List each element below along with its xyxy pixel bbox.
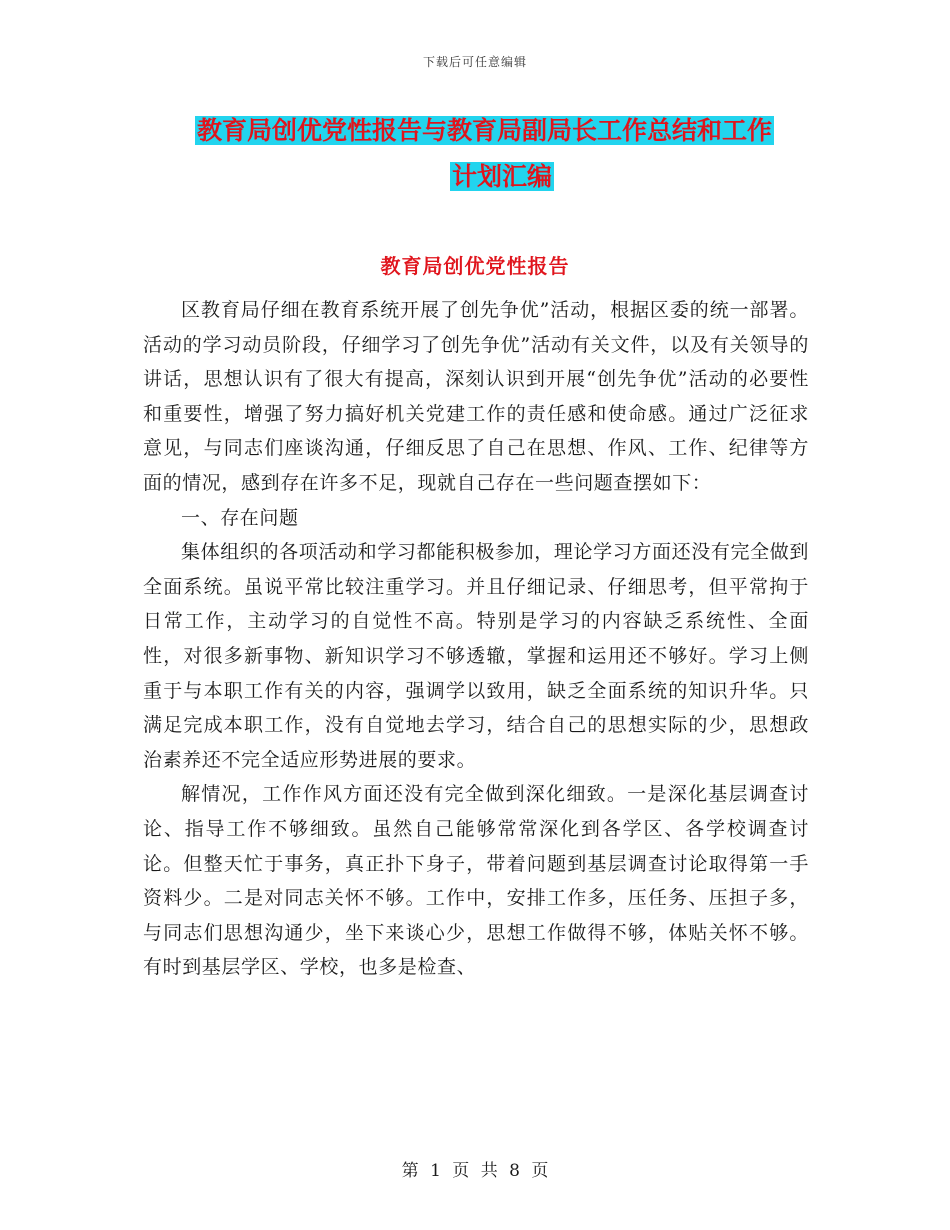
document-body bbox=[143, 293, 809, 985]
document-title bbox=[195, 108, 815, 200]
body-paragraph: 区教育局仔细在教育系统开展了创先争优”活动，根据区委的统一部署。活动的学习动员阶段，仔细学习了创先争优”活动有关文件，以及有关领导的讲话，思想认识有了很大有提高，深刻认识到开展“创先争优”活动的必要性和重要性，增强了努力搞好机关党建工作的责任感和使命感。通过广泛征求意见，与同志们座谈沟通，仔细反思了自己在思想、作风、工作、纪律等方面的情况，感到存在许多不足，现就自己存在一些问题查摆如下： bbox=[143, 299, 809, 494]
page-number-footer: 第 1 页 共 8 页 bbox=[401, 1161, 549, 1181]
document-title-line-1 bbox=[195, 108, 815, 154]
document-title-line-2 bbox=[195, 154, 815, 200]
body-paragraph: 集体组织的各项活动和学习都能积极参加，理论学习方面还没有完全做到全面系统。虽说平常比较注重学习。并且仔细记录、仔细思考，但平常拘于日常工作，主动学习的自觉性不高。特别是学习的内容缺乏系统性、全面性，对很多新事物、新知识学习不够透辙，掌握和运用还不够好。学习上侧重于与本职工作有关的内容，强调学以致用，缺乏全面系统的知识升华。只满足完成本职工作，没有自觉地去学习，结合自己的思想实际的少，思想政治素养还不完全适应形势进展的要求。 bbox=[143, 541, 809, 771]
document-title-line-2-text: 计划汇编 bbox=[452, 162, 553, 191]
document-title-line-1-text: 教育局创优党性报告与教育局副局长工作总结和工作 bbox=[197, 116, 773, 145]
body-paragraph: 一、存在问题 bbox=[181, 506, 299, 529]
section-heading: 教育局创优党性报告 bbox=[380, 254, 570, 278]
page-header-note: 下载后可任意编辑 bbox=[422, 55, 527, 69]
body-paragraph: 解情况，工作作风方面还没有完全做到深化细致。一是深化基层调查讨论、指导工作不够细致。虽然自己能够常常深化到各学区、各学校调查讨论。但整天忙于事务，真正扑下身子，带着问题到基层调查讨论取得第一手资料少。二是对同志关怀不够。工作中，安排工作多，压任务、压担子多，与同志们思想沟通少，坐下来谈心少，思想工作做得不够，体贴关怀不够。有时到基层学区、学校，也多是检查、 bbox=[143, 783, 809, 979]
